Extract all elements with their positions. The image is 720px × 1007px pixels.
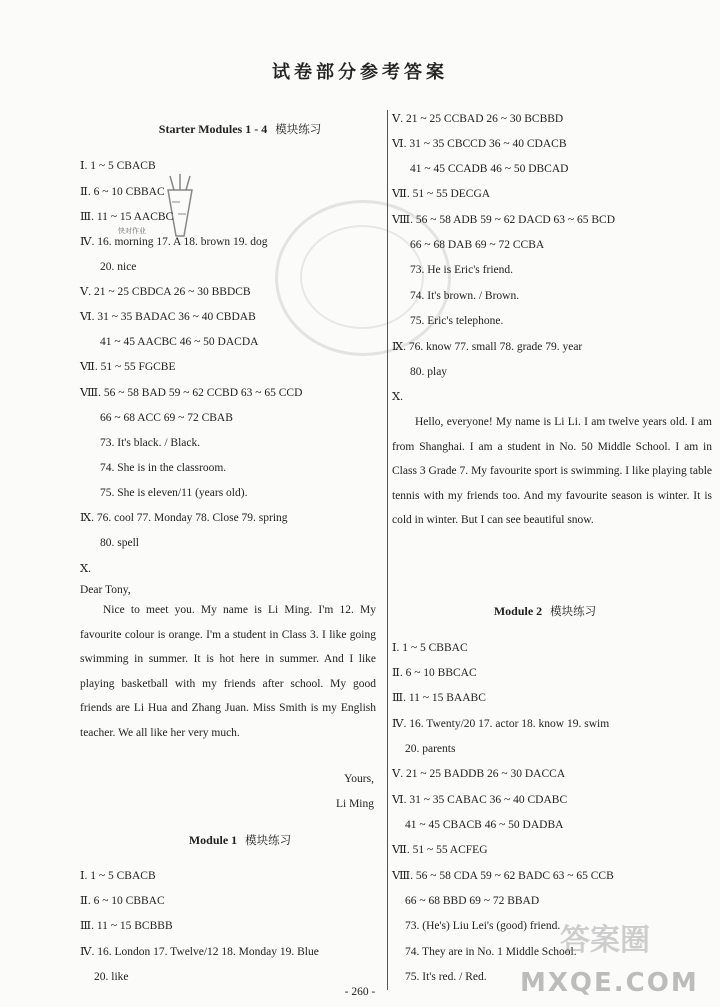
answer-line: Ⅱ. 6 ~ 10 CBBAC	[80, 186, 165, 198]
answer-line: Ⅲ. 11 ~ 15 BCBBB	[80, 920, 173, 932]
letter-body: Nice to meet you. My name is Li Ming. I'm 12. My favourite colour is orange. I'm a student in Class 3. I like going swimming in summer. It is hot here in summer. And I like playing basketball with my friends after school. My good friends are Li Hua and Zhang Juan. Miss Smith is my English teacher. We all like her very much.	[80, 604, 376, 739]
answer-line: 80. spell	[100, 537, 139, 549]
section-starter-modules: Starter Modules 1 - 4 模块练习	[158, 122, 322, 136]
answer-line: 41 ~ 45 CBACB 46 ~ 50 DADBA	[405, 819, 564, 831]
answer-line: Ⅴ. 21 ~ 25 BADDB 26 ~ 30 DACCA	[392, 768, 566, 780]
answer-line: Ⅵ. 31 ~ 35 BADAC 36 ~ 40 CBDAB	[80, 311, 256, 323]
answer-line: Ⅷ. 56 ~ 58 BAD 59 ~ 62 CCBD 63 ~ 65 CCD	[80, 387, 303, 399]
answer-line: 80. play	[410, 366, 448, 378]
answer-line: Ⅳ. 16. London 17. Twelve/12 18. Monday 19. Blue	[80, 946, 319, 958]
answer-line: 74. She is in the classroom.	[100, 462, 227, 474]
page-title: 试卷部分参考答案	[272, 62, 448, 83]
carrot-logo-icon	[150, 170, 210, 240]
answer-line: Ⅹ.	[80, 563, 92, 575]
letter-closing: Yours,	[344, 773, 374, 785]
column-divider	[387, 110, 388, 990]
letter-signer: Li Ming	[335, 798, 374, 810]
answer-line: Ⅷ. 56 ~ 58 ADB 59 ~ 62 DACD 63 ~ 65 BCD	[392, 214, 616, 226]
answer-line: 73. (He's) Liu Lei's (good) friend.	[405, 920, 561, 932]
answer-line: 74. They are in No. 1 Middle School.	[405, 946, 577, 958]
answer-line: 41 ~ 45 AACBC 46 ~ 50 DACDA	[100, 336, 259, 348]
answer-line: Ⅷ. 56 ~ 58 CDA 59 ~ 62 BADC 63 ~ 65 CCB	[392, 870, 614, 882]
page-number: - 260 -	[344, 986, 376, 998]
answer-line: Dear Tony,	[80, 584, 131, 596]
answer-line: 66 ~ 68 ACC 69 ~ 72 CBAB	[100, 412, 233, 424]
answer-line: Ⅴ. 21 ~ 25 CBDCA 26 ~ 30 BBDCB	[80, 286, 251, 298]
section-module2: Module 2 模块练习	[493, 604, 597, 618]
watermark-text-bottom: MXQE.COM	[520, 968, 699, 998]
answer-line: Ⅱ. 6 ~ 10 BBCAC	[392, 667, 477, 679]
answer-line: Ⅰ. 1 ~ 5 CBACB	[80, 870, 156, 882]
answer-line: 74. It's brown. / Brown.	[410, 290, 520, 302]
answer-line: Ⅶ. 51 ~ 55 FGCBE	[80, 361, 176, 373]
answer-line: Ⅶ. 51 ~ 55 DECGA	[392, 188, 491, 200]
svg-text:答案圈: 答案圈	[560, 923, 650, 958]
answer-line: Ⅴ. 21 ~ 25 CCBAD 26 ~ 30 BCBBD	[392, 113, 564, 125]
answer-line: 75. It's red. / Red.	[405, 971, 487, 983]
answer-line: 75. Eric's telephone.	[410, 315, 504, 327]
answer-line: 66 ~ 68 DAB 69 ~ 72 CCBA	[410, 239, 545, 251]
answer-line: Ⅶ. 51 ~ 55 ACFEG	[392, 844, 488, 856]
answer-line: 20. parents	[405, 743, 456, 755]
essay-body: Hello, everyone! My name is Li Li. I am twelve years old. I am from Shanghai. I am a student in No. 50 Middle School. I am in Class 3 Grade 7. My favourite sport is swimming. I like playing table tennis with my friends too. And my favourite season is winter. It is cold in winter. But I can see beautiful snow.	[392, 416, 712, 526]
answer-line: Ⅲ. 11 ~ 15 BAABC	[392, 692, 486, 704]
answer-line: Ⅸ. 76. cool 77. Monday 78. Close 79. spring	[80, 512, 288, 524]
watermark-text-top: 快对作业	[118, 227, 146, 235]
answer-line: 73. He is Eric's friend.	[410, 264, 513, 276]
answer-line: Ⅵ. 31 ~ 35 CABAC 36 ~ 40 CDABC	[392, 794, 568, 806]
answer-line: Ⅱ. 6 ~ 10 CBBAC	[80, 895, 165, 907]
answer-line: Ⅲ. 11 ~ 15 AACBC	[80, 211, 174, 223]
answer-line: Ⅰ. 1 ~ 5 CBACB	[80, 160, 156, 172]
answer-line: Ⅳ. 16. morning 17. A 18. brown 19. dog	[80, 236, 268, 248]
section-module1: Module 1 模块练习	[188, 833, 292, 847]
answer-line: 20. nice	[100, 261, 137, 273]
answer-line: 41 ~ 45 CCADB 46 ~ 50 DBCAD	[410, 163, 569, 175]
answer-line: Ⅳ. 16. Twenty/20 17. actor 18. know 19. swim	[392, 718, 610, 730]
answer-line: 73. It's black. / Black.	[100, 437, 201, 449]
watermark-stamp-inner	[300, 225, 424, 329]
answer-line: Ⅰ. 1 ~ 5 CBBAC	[392, 642, 468, 654]
answer-line: Ⅹ.	[392, 391, 404, 403]
answer-line: Ⅵ. 31 ~ 35 CBCCD 36 ~ 40 CDACB	[392, 138, 567, 150]
answer-line: 66 ~ 68 BBD 69 ~ 72 BBAD	[405, 895, 540, 907]
answer-line: 20. like	[94, 971, 129, 983]
answer-line: 75. She is eleven/11 (years old).	[100, 487, 248, 499]
answer-line: Ⅸ. 76. know 77. small 78. grade 79. year	[392, 341, 583, 353]
